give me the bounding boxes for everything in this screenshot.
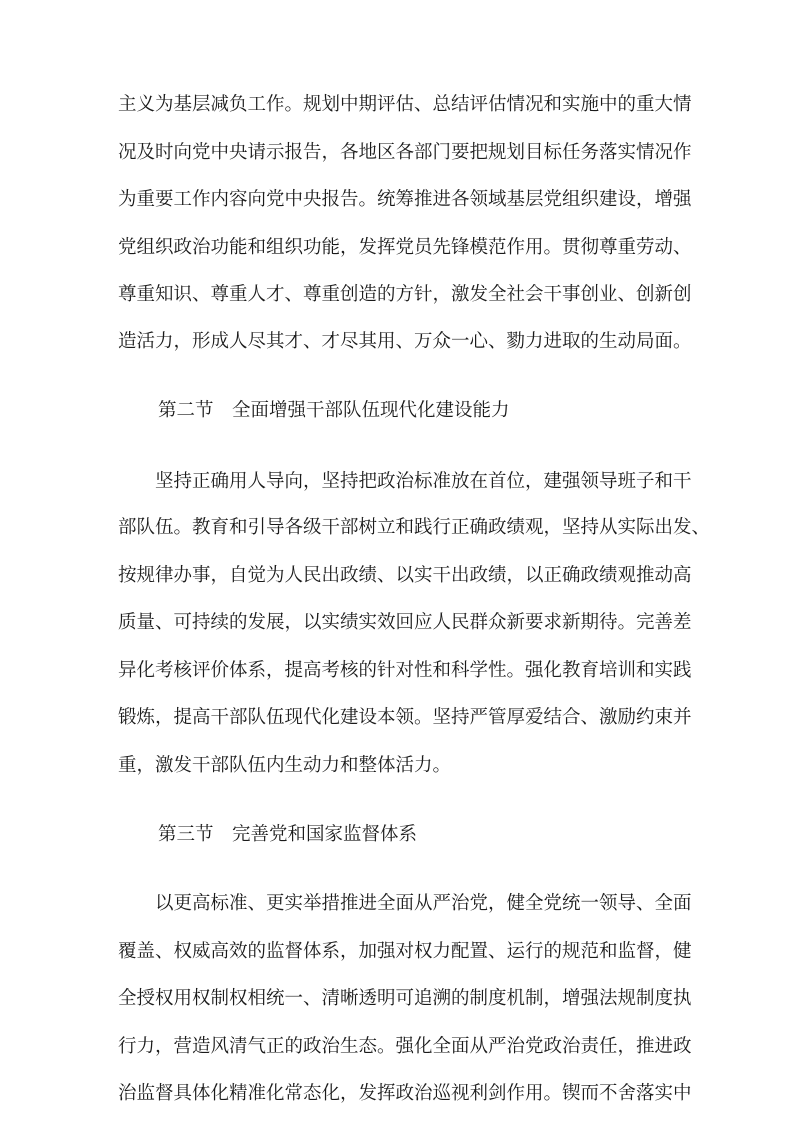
paragraph-line: 覆盖、权威高效的监督体系，加强对权力配置、运行的规范和监督，健 (118, 941, 692, 963)
paragraph-line: 况及时向党中央请示报告，各地区各部门要把规划目标任务落实情况作 (118, 141, 692, 163)
paragraph-line: 为重要工作内容向党中央报告。统筹推进各领域基层党组织建设，增强 (118, 188, 692, 210)
paragraph-line: 锻炼，提高干部队伍现代化建设本领。坚持严管厚爱结合、激励约束并 (118, 706, 692, 728)
section-heading: 第三节 完善党和国家监督体系 (158, 823, 418, 845)
paragraph-line: 造活力，形成人尽其才、才尽其用、万众一心、勠力进取的生动局面。 (118, 331, 692, 353)
paragraph-line: 主义为基层减负工作。规划中期评估、总结评估情况和实施中的重大情 (118, 94, 692, 115)
paragraph-line: 治监督具体化精准化常态化，发挥政治巡视利剑作用。锲而不舍落实中 (118, 1083, 692, 1104)
paragraph-line: 以更高标准、更实举措推进全面从严治党，健全党统一领导、全面 (118, 893, 692, 915)
paragraph-line: 异化考核评价体系，提高考核的针对性和科学性。强化教育培训和实践 (118, 659, 692, 681)
paragraph-line: 党组织政治功能和组织功能，发挥党员先锋模范作用。贯彻尊重劳动、 (118, 236, 692, 258)
paragraph-line: 重，激发干部队伍内生动力和整体活力。 (118, 754, 452, 776)
paragraph-line: 行力，营造风清气正的政治生态。强化全面从严治党政治责任，推进政 (118, 1036, 692, 1058)
paragraph-line: 坚持正确用人导向，坚持把政治标准放在首位，建强领导班子和干 (118, 471, 692, 493)
paragraph-line: 按规律办事，自觉为人民出政绩、以实干出政绩，以正确政绩观推动高 (118, 565, 692, 586)
paragraph-line: 尊重知识、尊重人才、尊重创造的方针，激发全社会干事创业、创新创 (118, 283, 692, 305)
section-heading: 第二节 全面增强干部队伍现代化建设能力 (158, 400, 510, 422)
paragraph-line: 部队伍。教育和引导各级干部树立和践行正确政绩观，坚持从实际出发、 (118, 517, 711, 539)
paragraph-line: 全授权用权制权相统一、清晰透明可追溯的制度机制，增强法规制度执 (118, 988, 692, 1010)
paragraph-line: 质量、可持续的发展，以实绩实效回应人民群众新要求新期待。完善差 (118, 612, 692, 633)
